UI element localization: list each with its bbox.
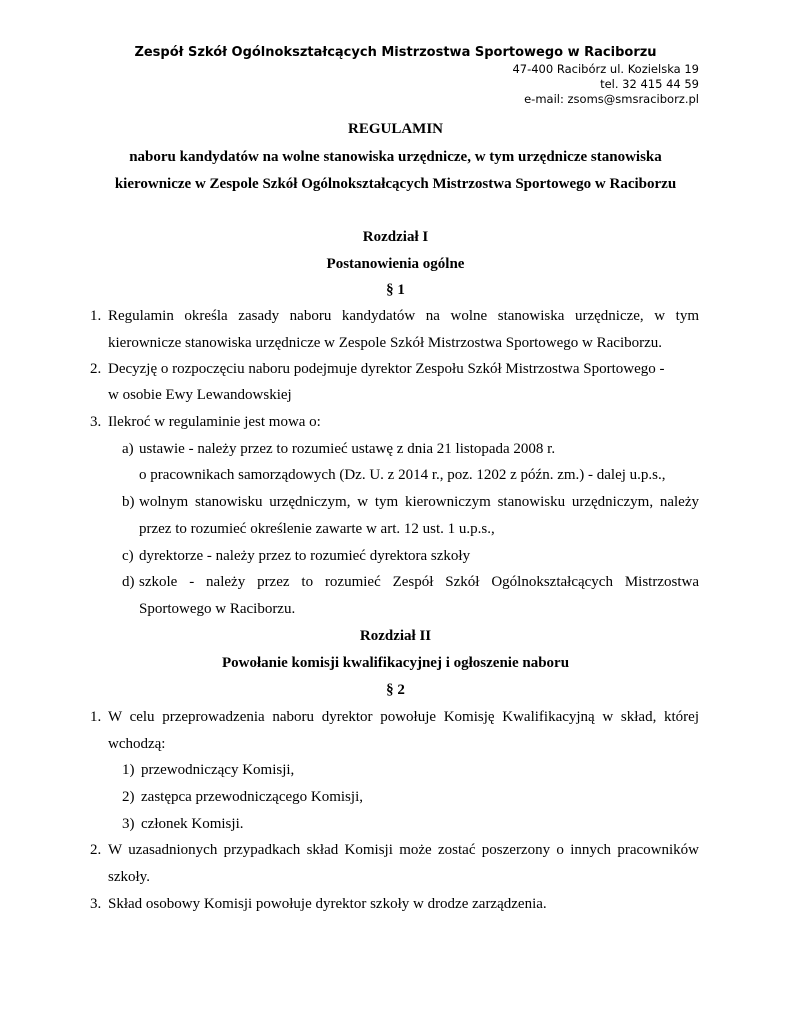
sub-item-letter: d) — [122, 574, 135, 590]
school-name: Zespół Szkół Ogólnokształcących Mistrzostwa Sportowego w Raciborzu — [134, 45, 657, 60]
sub-item-d-line-2: Sportowego w Raciborzu. — [139, 601, 296, 617]
item-number: 2. — [90, 842, 102, 858]
item-number: 2. — [90, 361, 102, 377]
item-2-line-2: szkoły. — [108, 869, 150, 885]
item-1-line-2: kierownicze stanowiska urzędnicze w Zespole Szkół Mistrzostwa Sportowego w Raciborzu. — [108, 335, 663, 351]
sub-item-letter: b) — [122, 494, 135, 510]
member-number: 1) — [122, 762, 135, 778]
sub-item-b-line-2: przez to rozumieć określenie zawarte w art. 12 ust. 1 u.p.s., — [139, 521, 495, 537]
item-number: 1. — [90, 308, 102, 324]
item-3-line-1: Ilekroć w regulaminie jest mowa o: — [108, 414, 321, 430]
document-title: REGULAMIN — [347, 121, 443, 137]
member-deputy: zastępca przewodniczącego Komisji, — [141, 789, 363, 805]
chapter-1-heading: Rozdział I — [362, 229, 429, 245]
sub-item-letter: a) — [122, 441, 134, 457]
paragraph-2-symbol: § 2 — [386, 682, 405, 698]
member-member: członek Komisji. — [141, 816, 244, 832]
paragraph-1-symbol: § 1 — [386, 282, 405, 298]
item-3-line-1: Skład osobowy Komisji powołuje dyrektor szkoły w drodze zarządzenia. — [108, 896, 547, 912]
sub-item-b-line-1: wolnym stanowisku urzędniczym, w tym kierowniczym stanowisku urzędniczym, należy — [139, 494, 699, 510]
school-address: 47-400 Racibórz ul. Kozielska 19 — [512, 62, 699, 76]
document-subtitle-line-2: kierownicze w Zespole Szkół Ogólnokształcących Mistrzostwa Sportowego w Raciborzu — [114, 176, 677, 192]
item-number: 3. — [90, 414, 102, 430]
member-number: 2) — [122, 789, 135, 805]
member-number: 3) — [122, 816, 135, 832]
school-phone: tel. 32 415 44 59 — [600, 77, 699, 91]
chapter-2-subtitle: Powołanie komisji kwalifikacyjnej i ogłoszenie naboru — [221, 655, 570, 671]
document-subtitle-line-1: naboru kandydatów na wolne stanowiska urzędnicze, w tym urzędnicze stanowiska — [129, 149, 662, 165]
sub-item-a-line-1: ustawie - należy przez to rozumieć ustawę z dnia 21 listopada 2008 r. — [139, 441, 556, 457]
item-1-line-1: W celu przeprowadzenia naboru dyrektor powołuje Komisję Kwalifikacyjną w skład, której — [108, 709, 699, 725]
sub-item-c-line-1: dyrektorze - należy przez to rozumieć dyrektora szkoły — [139, 548, 471, 564]
sub-item-a-line-2: o pracownikach samorządowych (Dz. U. z 2014 r., poz. 1202 z późn. zm.) - dalej u.p.s., — [139, 467, 666, 483]
chapter-1-subtitle: Postanowienia ogólne — [326, 256, 465, 272]
chapter-2-heading: Rozdział II — [359, 628, 432, 644]
sub-item-d-line-1: szkole - należy przez to rozumieć Zespół Szkół Ogólnokształcących Mistrzostwa — [139, 574, 699, 590]
item-1-line-2: wchodzą: — [108, 736, 166, 752]
item-1-line-1: Regulamin określa zasady naboru kandydatów na wolne stanowiska urzędnicze, w tym — [108, 308, 699, 324]
member-chairman: przewodniczący Komisji, — [141, 762, 295, 778]
item-2-line-1: W uzasadnionych przypadkach skład Komisji może zostać poszerzony o innych pracowników — [108, 842, 699, 858]
item-2-line-1: Decyzję o rozpoczęciu naboru podejmuje dyrektor Zespołu Szkół Mistrzostwa Sportowego - — [108, 361, 665, 377]
item-number: 1. — [90, 709, 102, 725]
item-number: 3. — [90, 896, 102, 912]
sub-item-letter: c) — [122, 548, 134, 564]
item-2-line-2: w osobie Ewy Lewandowskiej — [108, 387, 292, 403]
school-email: e-mail: zsoms@smsraciborz.pl — [524, 92, 699, 106]
